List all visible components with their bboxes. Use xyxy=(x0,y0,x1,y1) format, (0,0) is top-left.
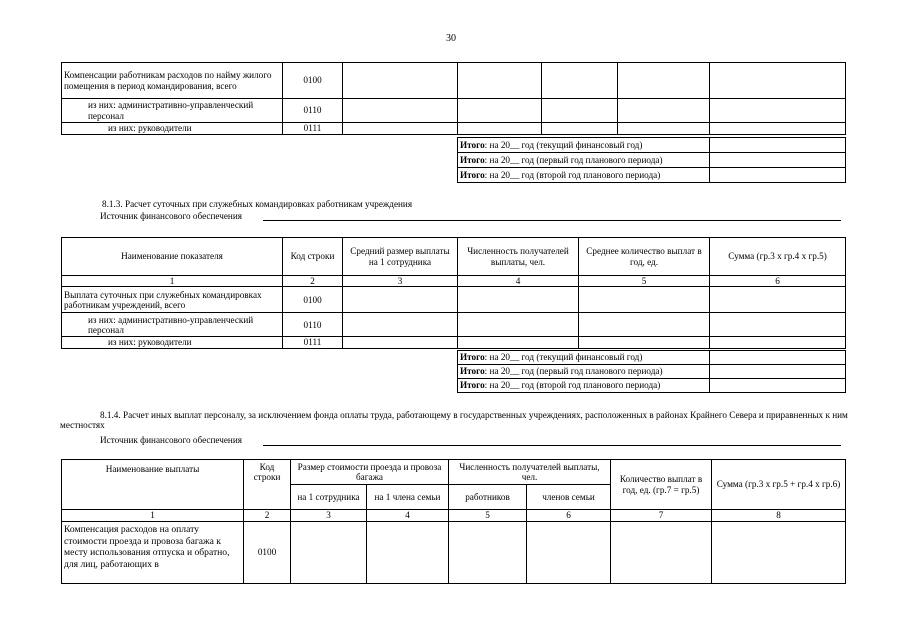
row-name: Компенсации работникам расходов по найму жилого помещения в период командирования, всего xyxy=(62,63,283,99)
column-number: 1 xyxy=(62,510,244,522)
column-header: Численность получателей выплаты, чел. xyxy=(449,460,611,485)
totals-bold: Итого xyxy=(460,169,485,180)
cell[interactable] xyxy=(449,522,527,584)
column-number: 6 xyxy=(527,510,611,522)
cell[interactable] xyxy=(343,63,458,99)
table-row xyxy=(62,123,846,135)
cell[interactable] xyxy=(579,287,710,313)
table-row xyxy=(62,99,846,123)
row-code: 0100 xyxy=(283,287,343,313)
cell[interactable] xyxy=(458,123,542,135)
column-header: Численность получателей выплаты, чел. xyxy=(458,238,579,276)
totals-row xyxy=(458,153,846,168)
column-number: 2 xyxy=(283,276,343,287)
table-row xyxy=(62,313,846,337)
cell[interactable] xyxy=(458,99,542,123)
column-header: Сумма (гр.3 x гр.5 + гр.4 x гр.6) xyxy=(712,460,846,510)
totals-label: : на 20__ год (текущий финансовый год) xyxy=(484,352,643,363)
cell[interactable] xyxy=(710,287,846,313)
cell[interactable] xyxy=(527,522,611,584)
column-number-row xyxy=(62,510,846,522)
cell[interactable] xyxy=(458,313,579,337)
cell[interactable] xyxy=(291,522,367,584)
section2-heading: 8.1.3. Расчет суточных при служебных командировках работникам учреждения xyxy=(102,199,413,209)
table-row xyxy=(62,522,846,584)
column-number: 3 xyxy=(343,276,458,287)
cell[interactable] xyxy=(710,63,846,99)
row-name: Компенсация расходов на оплату стоимости проезда и провоза багажа к месту использования отпуска и обратно, для лиц, работающих в xyxy=(62,522,244,584)
row-name: из них: руководители xyxy=(62,123,283,135)
cell[interactable] xyxy=(712,522,846,584)
cell[interactable] xyxy=(542,123,618,135)
column-header: Код строки xyxy=(283,238,343,276)
totals-label: : на 20__ год (второй год планового периода) xyxy=(484,380,661,391)
totals-bold: Итого xyxy=(460,366,485,377)
row-code: 0111 xyxy=(283,123,343,135)
cell[interactable] xyxy=(710,123,846,135)
header-row xyxy=(62,238,846,276)
cell[interactable] xyxy=(343,287,458,313)
column-number-row xyxy=(62,276,846,287)
cell[interactable] xyxy=(710,313,846,337)
cell[interactable] xyxy=(542,63,618,99)
totals-row xyxy=(458,379,846,393)
totals-bold: Итого xyxy=(460,154,485,165)
cell[interactable] xyxy=(710,138,846,153)
column-number: 5 xyxy=(449,510,527,522)
totals-label: : на 20__ год (текущий финансовый год) xyxy=(484,139,643,150)
cell[interactable] xyxy=(458,287,579,313)
table-row xyxy=(62,63,846,99)
column-number: 7 xyxy=(611,510,712,522)
table-row xyxy=(62,337,846,348)
column-header: Сумма (гр.3 x гр.4 x гр.5) xyxy=(710,238,846,276)
row-name: из них: административно-управленческий персонал xyxy=(62,99,283,123)
totals-row xyxy=(458,168,846,183)
totals-label: : на 20__ год (первый год планового периода) xyxy=(484,366,663,377)
cell[interactable] xyxy=(618,63,710,99)
column-number: 1 xyxy=(62,276,283,287)
section2-source-field[interactable] xyxy=(263,220,841,221)
cell[interactable] xyxy=(542,99,618,123)
section3-source-field[interactable] xyxy=(263,445,841,446)
cell[interactable] xyxy=(710,379,846,393)
row-code: 0111 xyxy=(283,337,343,348)
cell[interactable] xyxy=(343,337,458,348)
column-header: Размер стоимости проезда и провоза багажа xyxy=(291,460,449,485)
row-code: 0110 xyxy=(283,313,343,337)
column-header: Код строки xyxy=(244,460,291,510)
header-row xyxy=(62,460,846,485)
row-name: Выплата суточных при служебных командировках работникам учреждений, всего xyxy=(62,287,283,313)
cell[interactable] xyxy=(710,99,846,123)
row-code: 0100 xyxy=(244,522,291,584)
page-number: 30 xyxy=(446,33,456,44)
totals-bold: Итого xyxy=(460,352,485,363)
column-number: 8 xyxy=(712,510,846,522)
row-name: из них: руководители xyxy=(62,337,283,348)
cell[interactable] xyxy=(579,313,710,337)
cell[interactable] xyxy=(611,522,712,584)
column-header: работников xyxy=(449,485,527,510)
column-number: 5 xyxy=(579,276,710,287)
section2-source-label: Источник финансового обеспечения xyxy=(100,211,242,221)
table-row xyxy=(62,287,846,313)
cell[interactable] xyxy=(710,153,846,168)
section1-table xyxy=(61,62,846,135)
column-header: Наименование выплаты xyxy=(62,460,244,510)
column-header: Средний размер выплаты на 1 сотрудника xyxy=(343,238,458,276)
column-number: 4 xyxy=(367,510,449,522)
section2-table xyxy=(61,237,846,349)
cell[interactable] xyxy=(579,337,710,348)
section3-table xyxy=(61,459,846,584)
column-header: Наименование показателя xyxy=(62,238,283,276)
column-header: на 1 члена семьи xyxy=(367,485,449,510)
cell[interactable] xyxy=(343,123,458,135)
column-number: 3 xyxy=(291,510,367,522)
cell[interactable] xyxy=(343,313,458,337)
cell[interactable] xyxy=(710,168,846,183)
cell[interactable] xyxy=(618,123,710,135)
section3-source-label: Источник финансового обеспечения xyxy=(100,435,242,445)
cell[interactable] xyxy=(458,63,542,99)
column-header: Среднее количество выплат в год, ед. xyxy=(579,238,710,276)
cell[interactable] xyxy=(367,522,449,584)
section2-totals xyxy=(457,350,846,393)
cell[interactable] xyxy=(710,365,846,379)
totals-row xyxy=(458,351,846,365)
row-code: 0100 xyxy=(283,63,343,99)
totals-row xyxy=(458,365,846,379)
totals-row xyxy=(458,138,846,153)
totals-bold: Итого xyxy=(460,380,485,391)
section3-heading: 8.1.4. Расчет иных выплат персоналу, за исключением фонда оплаты труда, работающему в государственных учреждениях, расположенных в районах Крайнего Севера и приравненных к ним местностях xyxy=(60,410,848,431)
column-number: 6 xyxy=(710,276,846,287)
cell[interactable] xyxy=(710,351,846,365)
totals-label: : на 20__ год (второй год планового периода) xyxy=(484,169,661,180)
section1-totals xyxy=(457,137,846,183)
cell[interactable] xyxy=(710,337,846,348)
cell[interactable] xyxy=(618,99,710,123)
column-number: 4 xyxy=(458,276,579,287)
column-header: на 1 сотрудника xyxy=(291,485,367,510)
totals-bold: Итого xyxy=(460,139,485,150)
row-name: из них: административно-управленческий персонал xyxy=(62,313,283,337)
totals-label: : на 20__ год (первый год планового периода) xyxy=(484,154,663,165)
column-number: 2 xyxy=(244,510,291,522)
row-code: 0110 xyxy=(283,99,343,123)
column-header: Количество выплат в год, ед. (гр.7 = гр.5) xyxy=(611,460,712,510)
column-header: членов семьи xyxy=(527,485,611,510)
cell[interactable] xyxy=(458,337,579,348)
cell[interactable] xyxy=(343,99,458,123)
